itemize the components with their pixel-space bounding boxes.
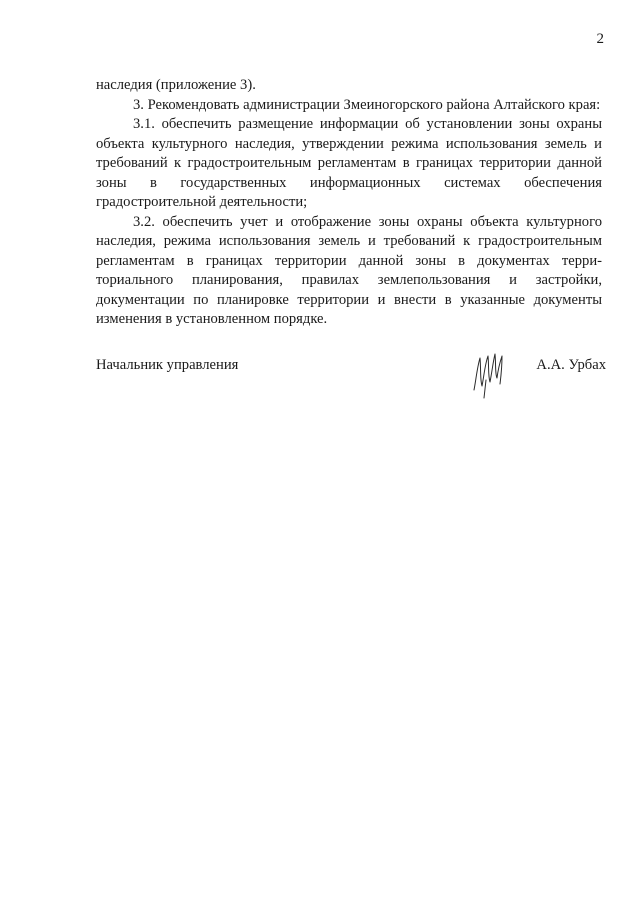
signatory-name: А.А. Урбах [536,357,606,373]
paragraph-item-3-1: 3.1. обеспечить размещение информации об установлении зоны охраны объекта культурного наследия, утверждении режима использования земель и требований к градостроительным регламентам в границах территории данной зоны в государственных информационных системах обеспечения градостроительной деятельности; [96,116,602,210]
page-number: 2 [596,31,604,47]
signature-block [96,356,606,406]
paragraph-continuation: наследия (приложение 3). [96,77,256,93]
paragraph-item-3: 3. Рекомендовать администрации Змеиногорского района Алтайского края: [133,96,601,113]
paragraph-item-3-2: 3.2. обеспечить учет и отображение зоны охраны объекта культурного наследия, режима использования земель и требований к градостроительным регламентам в границах территории данной зоны в документах территориального планирования, правилах землепользования и застройки, документации по планировке территории и внести в указанные документы изменения в установленном порядке. [96,213,602,327]
signatory-title: Начальник управления [96,357,239,373]
document-body [96,76,602,330]
handwritten-signature [468,350,508,400]
